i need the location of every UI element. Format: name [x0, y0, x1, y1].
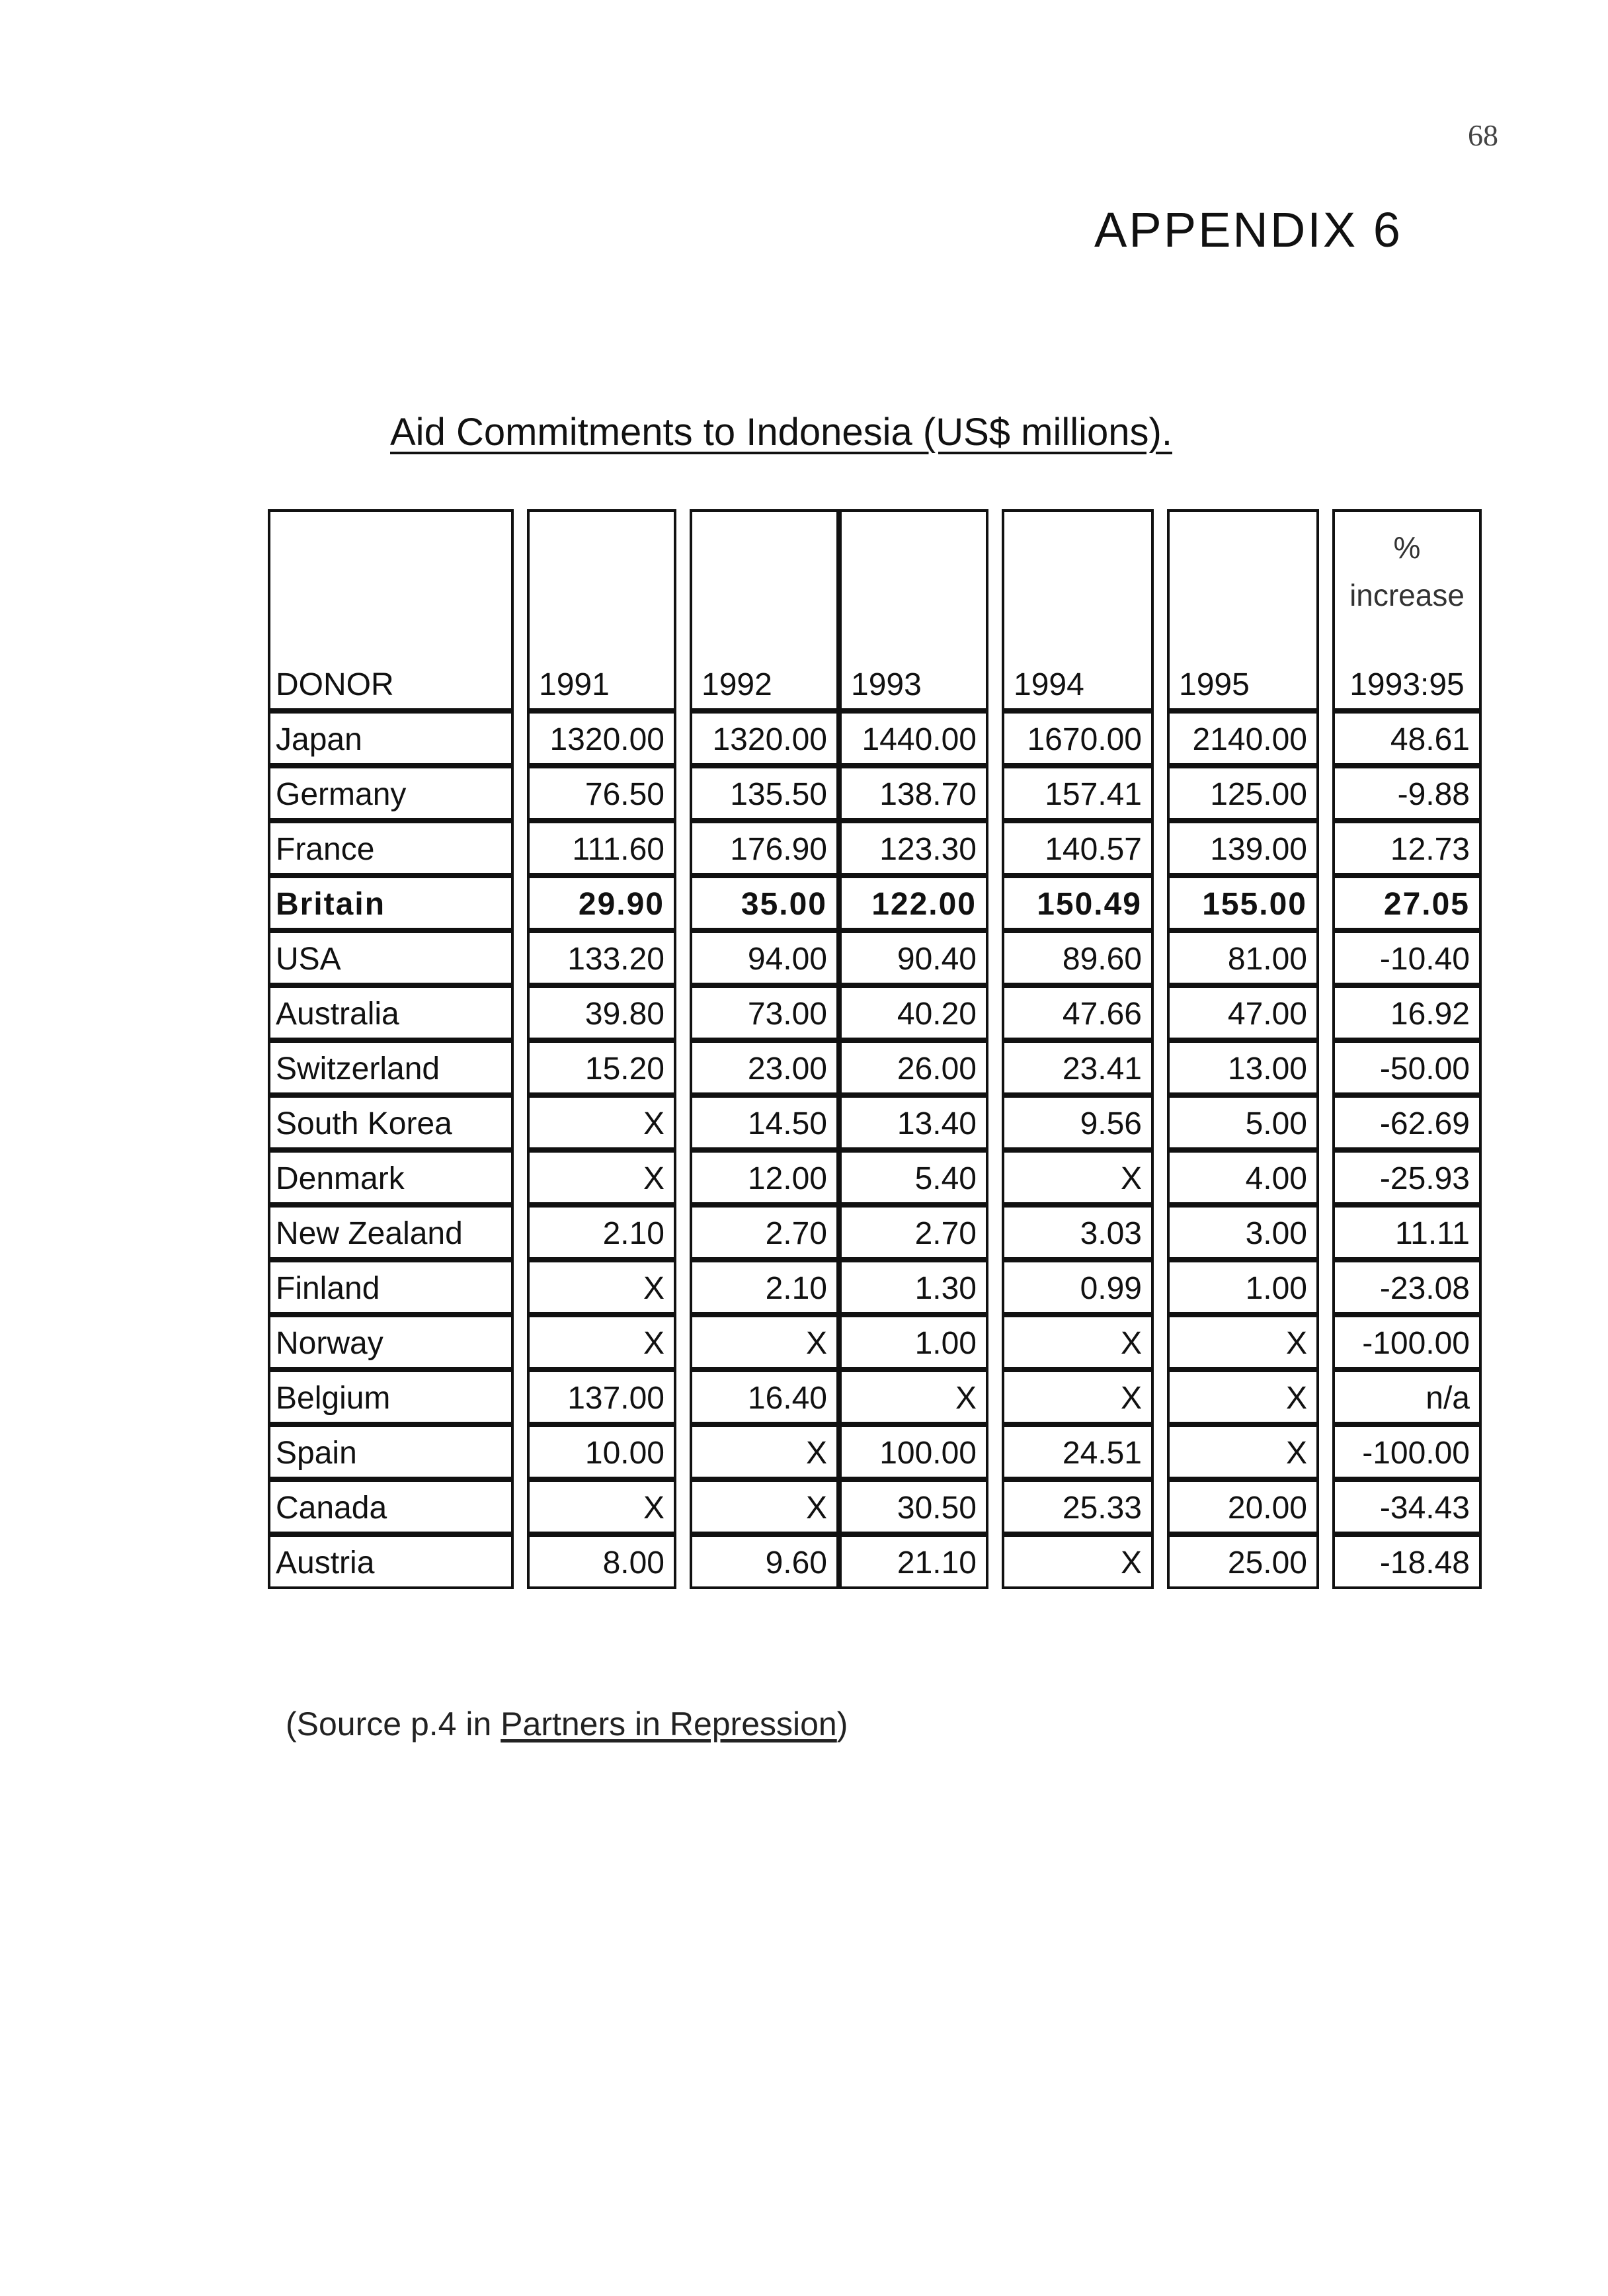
value-cell: 39.80: [527, 985, 676, 1040]
value-cell: 3.00: [1167, 1205, 1319, 1260]
value-cell: 35.00: [690, 876, 839, 930]
value-cell: X: [527, 1315, 676, 1370]
value-cell: X: [690, 1479, 839, 1534]
value-cell: 10.00: [527, 1424, 676, 1479]
value-cell: X: [690, 1424, 839, 1479]
header-percent-increase: [1332, 509, 1482, 711]
value-cell: 40.20: [839, 985, 988, 1040]
percent-cell: -62.69: [1332, 1095, 1482, 1150]
value-cell: 1440.00: [839, 711, 988, 766]
value-cell: 4.00: [1167, 1150, 1319, 1205]
value-cell: 2.70: [690, 1205, 839, 1260]
value-cell: X: [1002, 1370, 1154, 1424]
value-cell: 9.60: [690, 1534, 839, 1589]
value-cell: X: [1167, 1424, 1319, 1479]
increase-label: increase: [1349, 578, 1465, 612]
percent-cell: 12.73: [1332, 821, 1482, 876]
donor-cell: Norway: [268, 1315, 514, 1370]
value-cell: 100.00: [839, 1424, 988, 1479]
header-year-1995: 1995: [1167, 509, 1319, 711]
value-cell: 90.40: [839, 930, 988, 985]
table-row: [268, 1095, 1491, 1150]
source-note: [286, 1705, 848, 1743]
value-cell: X: [1002, 1150, 1154, 1205]
value-cell: 23.00: [690, 1040, 839, 1095]
value-cell: 13.40: [839, 1095, 988, 1150]
donor-cell: Canada: [268, 1479, 514, 1534]
value-cell: 21.10: [839, 1534, 988, 1589]
percent-cell: -9.88: [1332, 766, 1482, 821]
donor-cell: Belgium: [268, 1370, 514, 1424]
value-cell: 2140.00: [1167, 711, 1319, 766]
table-row: [268, 1370, 1491, 1424]
percent-cell: -100.00: [1332, 1315, 1482, 1370]
value-cell: 1320.00: [527, 711, 676, 766]
value-cell: 1.00: [1167, 1260, 1319, 1315]
value-cell: X: [527, 1095, 676, 1150]
value-cell: 24.51: [1002, 1424, 1154, 1479]
value-cell: X: [1167, 1370, 1319, 1424]
percent-cell: -18.48: [1332, 1534, 1482, 1589]
donor-cell: France: [268, 821, 514, 876]
donor-cell: USA: [268, 930, 514, 985]
value-cell: 1.30: [839, 1260, 988, 1315]
value-cell: 155.00: [1167, 876, 1319, 930]
value-cell: 2.70: [839, 1205, 988, 1260]
value-cell: X: [690, 1315, 839, 1370]
header-donor: DONOR: [268, 509, 514, 711]
value-cell: 23.41: [1002, 1040, 1154, 1095]
value-cell: 138.70: [839, 766, 988, 821]
value-cell: 150.49: [1002, 876, 1154, 930]
table-row: [268, 1040, 1491, 1095]
percent-cell: 48.61: [1332, 711, 1482, 766]
value-cell: 0.99: [1002, 1260, 1154, 1315]
header-year-1991: 1991: [527, 509, 676, 711]
value-cell: 1670.00: [1002, 711, 1154, 766]
value-cell: 89.60: [1002, 930, 1154, 985]
value-cell: 76.50: [527, 766, 676, 821]
aid-table: [268, 509, 1491, 1589]
table-title: Aid Commitments to Indonesia (US$ millions).: [390, 411, 1172, 454]
percent-cell: -34.43: [1332, 1479, 1482, 1534]
table-row: [268, 766, 1491, 821]
value-cell: 157.41: [1002, 766, 1154, 821]
value-cell: 12.00: [690, 1150, 839, 1205]
header-year-1992: 1992: [690, 509, 839, 711]
percent-cell: -50.00: [1332, 1040, 1482, 1095]
value-cell: 2.10: [527, 1205, 676, 1260]
value-cell: 81.00: [1167, 930, 1319, 985]
value-cell: X: [1002, 1534, 1154, 1589]
value-cell: 135.50: [690, 766, 839, 821]
value-cell: X: [1002, 1315, 1154, 1370]
value-cell: 25.33: [1002, 1479, 1154, 1534]
value-cell: 47.00: [1167, 985, 1319, 1040]
donor-cell: Finland: [268, 1260, 514, 1315]
percent-cell: -100.00: [1332, 1424, 1482, 1479]
value-cell: X: [527, 1479, 676, 1534]
value-cell: 25.00: [1167, 1534, 1319, 1589]
donor-cell: Japan: [268, 711, 514, 766]
header-year-1993: 1993: [839, 509, 988, 711]
value-cell: 26.00: [839, 1040, 988, 1095]
table-row: [268, 1150, 1491, 1205]
donor-cell: Austria: [268, 1534, 514, 1589]
percent-cell: n/a: [1332, 1370, 1482, 1424]
value-cell: 20.00: [1167, 1479, 1319, 1534]
percent-cell: -10.40: [1332, 930, 1482, 985]
donor-cell: Britain: [268, 876, 514, 930]
value-cell: X: [1167, 1315, 1319, 1370]
table-row: [268, 1315, 1491, 1370]
value-cell: 30.50: [839, 1479, 988, 1534]
table-row: [268, 1479, 1491, 1534]
table-row: [268, 876, 1491, 930]
value-cell: 3.03: [1002, 1205, 1154, 1260]
value-cell: 5.00: [1167, 1095, 1319, 1150]
value-cell: 5.40: [839, 1150, 988, 1205]
value-cell: 29.90: [527, 876, 676, 930]
donor-cell: Spain: [268, 1424, 514, 1479]
table-body: [268, 711, 1491, 1589]
table-row: [268, 711, 1491, 766]
percent-cell: 27.05: [1332, 876, 1482, 930]
value-cell: 13.00: [1167, 1040, 1319, 1095]
value-cell: 47.66: [1002, 985, 1154, 1040]
table-row: [268, 821, 1491, 876]
value-cell: 94.00: [690, 930, 839, 985]
value-cell: 14.50: [690, 1095, 839, 1150]
donor-cell: Germany: [268, 766, 514, 821]
value-cell: 1.00: [839, 1315, 988, 1370]
source-prefix: (Source p.4 in: [286, 1705, 501, 1742]
table-row: [268, 1205, 1491, 1260]
table-row: [268, 1534, 1491, 1589]
value-cell: 123.30: [839, 821, 988, 876]
value-cell: 8.00: [527, 1534, 676, 1589]
value-cell: 111.60: [527, 821, 676, 876]
value-cell: 2.10: [690, 1260, 839, 1315]
table-row: [268, 985, 1491, 1040]
donor-cell: New Zealand: [268, 1205, 514, 1260]
value-cell: X: [839, 1370, 988, 1424]
value-cell: 1320.00: [690, 711, 839, 766]
donor-cell: Denmark: [268, 1150, 514, 1205]
table-header-row: [268, 509, 1491, 711]
percent-cell: -23.08: [1332, 1260, 1482, 1315]
value-cell: 16.40: [690, 1370, 839, 1424]
value-cell: 140.57: [1002, 821, 1154, 876]
header-year-1994: 1994: [1002, 509, 1154, 711]
value-cell: 15.20: [527, 1040, 676, 1095]
value-cell: 176.90: [690, 821, 839, 876]
value-cell: 73.00: [690, 985, 839, 1040]
percent-cell: 11.11: [1332, 1205, 1482, 1260]
source-suffix: ): [836, 1705, 848, 1742]
table-row: [268, 1260, 1491, 1315]
table-row: [268, 1424, 1491, 1479]
value-cell: 133.20: [527, 930, 676, 985]
period-label: 1993:95: [1349, 667, 1465, 702]
value-cell: 9.56: [1002, 1095, 1154, 1150]
value-cell: 125.00: [1167, 766, 1319, 821]
value-cell: X: [527, 1260, 676, 1315]
appendix-heading: APPENDIX 6: [1094, 202, 1402, 257]
percent-cell: 16.92: [1332, 985, 1482, 1040]
percent-cell: -25.93: [1332, 1150, 1482, 1205]
percent-symbol: %: [1393, 530, 1421, 565]
donor-cell: South Korea: [268, 1095, 514, 1150]
table-row: [268, 930, 1491, 985]
value-cell: 137.00: [527, 1370, 676, 1424]
source-book-title: Partners in Repression: [501, 1705, 837, 1742]
value-cell: 122.00: [839, 876, 988, 930]
value-cell: 139.00: [1167, 821, 1319, 876]
donor-cell: Australia: [268, 985, 514, 1040]
value-cell: X: [527, 1150, 676, 1205]
page-number: 68: [1468, 118, 1498, 152]
donor-cell: Switzerland: [268, 1040, 514, 1095]
